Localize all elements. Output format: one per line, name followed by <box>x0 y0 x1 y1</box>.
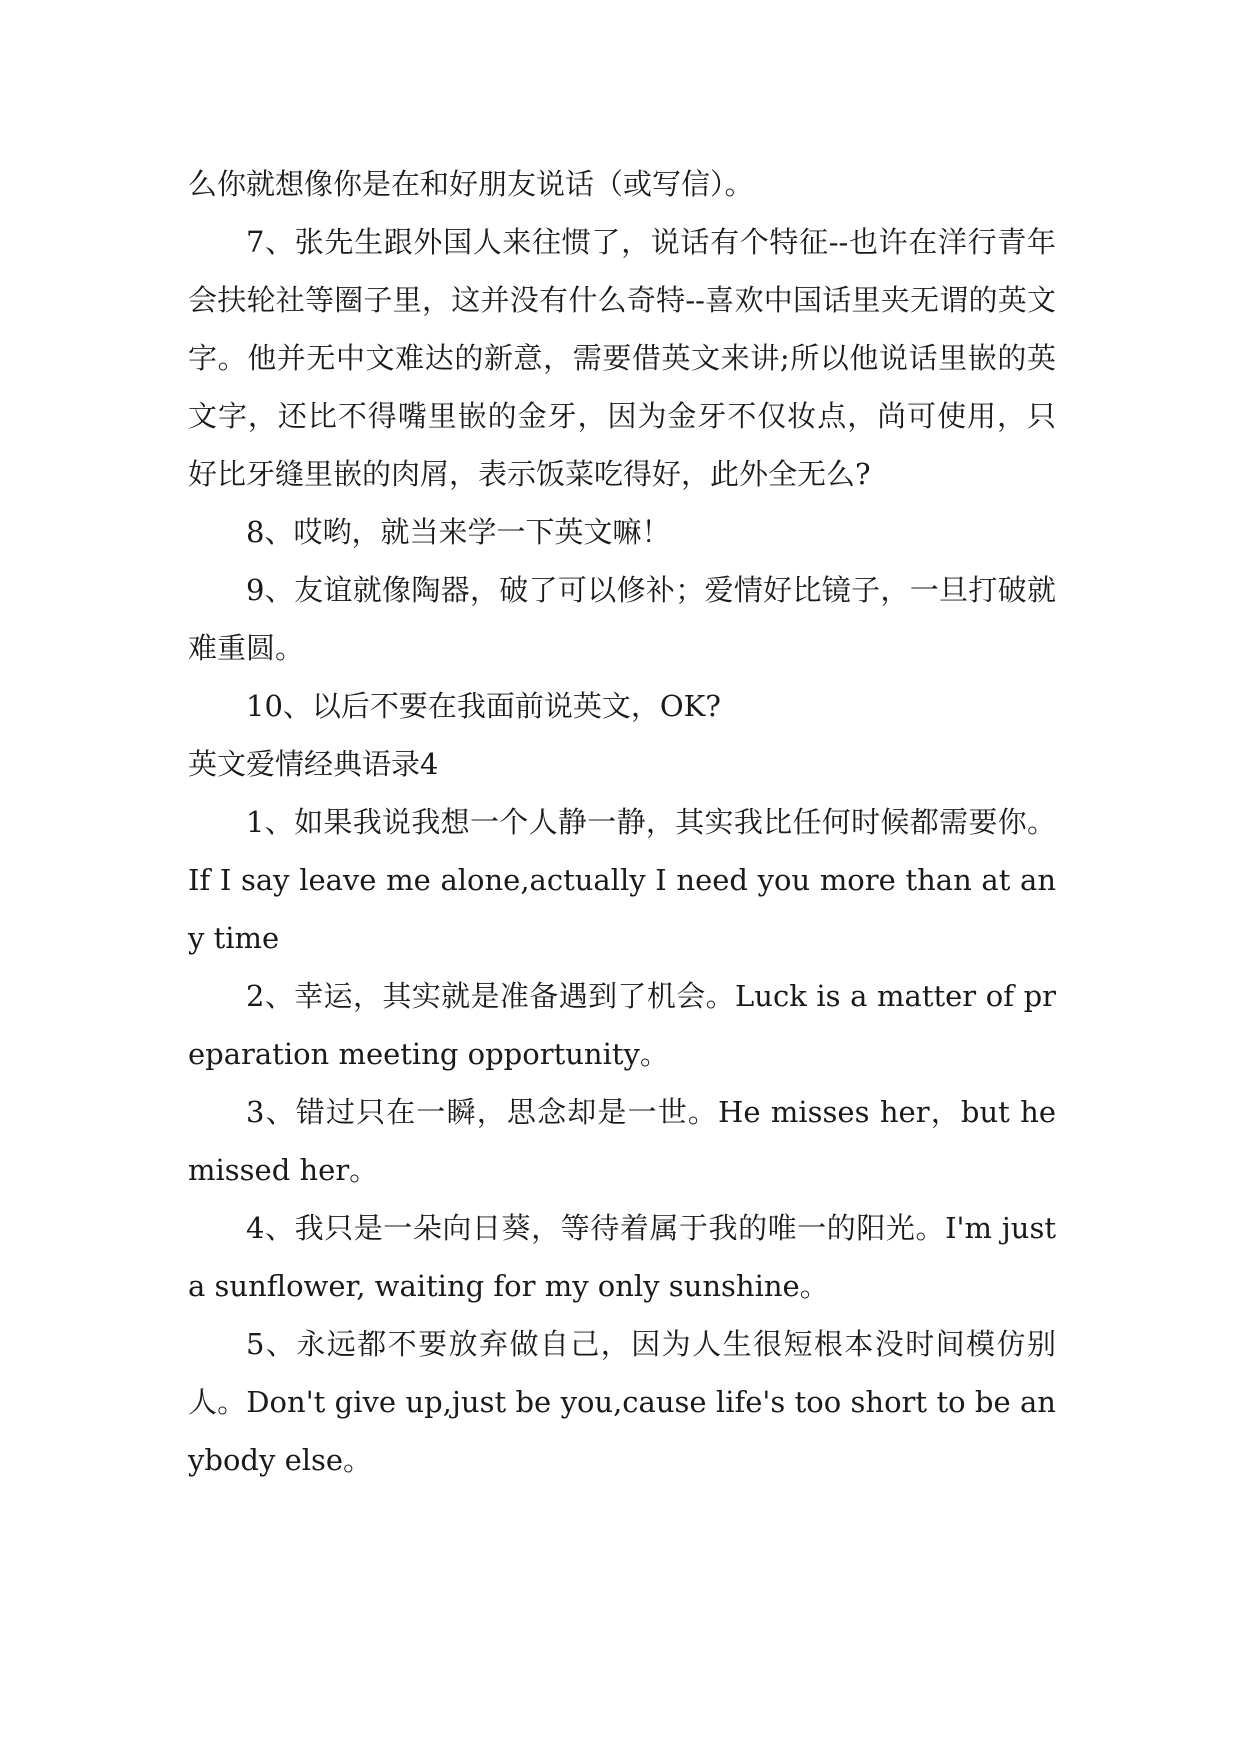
paragraph-item-7: 7、张先生跟外国人来往惯了，说话有个特征--也许在洋行青年会扶轮社等圈子里，这并没有什么奇特--喜欢中国话里夹无谓的英文字。他并无中文难达的新意，需要借英文来讲;所以他说话里嵌的英文字，还比不得嘴里嵌的金牙，因为金牙不仅妆点，尚可使用，只好比牙缝里嵌的肉屑，表示饭菜吃得好，此外全无么? <box>188 225 1056 491</box>
paragraph-continuation: 么你就想像你是在和好朋友说话（或写信）。 <box>188 167 754 201</box>
paragraph-item-8: 8、哎哟，就当来学一下英文嘛！ <box>246 515 671 549</box>
section-heading: 英文爱情经典语录4 <box>188 747 439 781</box>
quote-item-5: 5、永远都不要放弃做自己，因为人生很短根本没时间模仿别人。Don't give up,just be you,cause life's too short to be anybody else。 <box>188 1327 1056 1477</box>
quote-item-4: 4、我只是一朵向日葵，等待着属于我的唯一的阳光。I'm just a sunflower, waiting for my only sunshine。 <box>188 1211 1056 1303</box>
paragraph-item-10: 10、以后不要在我面前说英文，OK? <box>246 689 721 723</box>
quote-item-2: 2、幸运，其实就是准备遇到了机会。Luck is a matter of preparation meeting opportunity。 <box>188 979 1056 1071</box>
paragraph-item-9: 9、友谊就像陶器，破了可以修补；爱情好比镜子，一旦打破就难重圆。 <box>188 573 1056 665</box>
quote-item-1: 1、如果我说我想一个人静一静，其实我比任何时候都需要你。If I say leave me alone,actually I need you more than at any time <box>188 805 1056 955</box>
quote-item-3: 3、错过只在一瞬，思念却是一世。He misses her，but he missed her。 <box>188 1095 1056 1187</box>
document-page <box>188 155 1056 1489</box>
